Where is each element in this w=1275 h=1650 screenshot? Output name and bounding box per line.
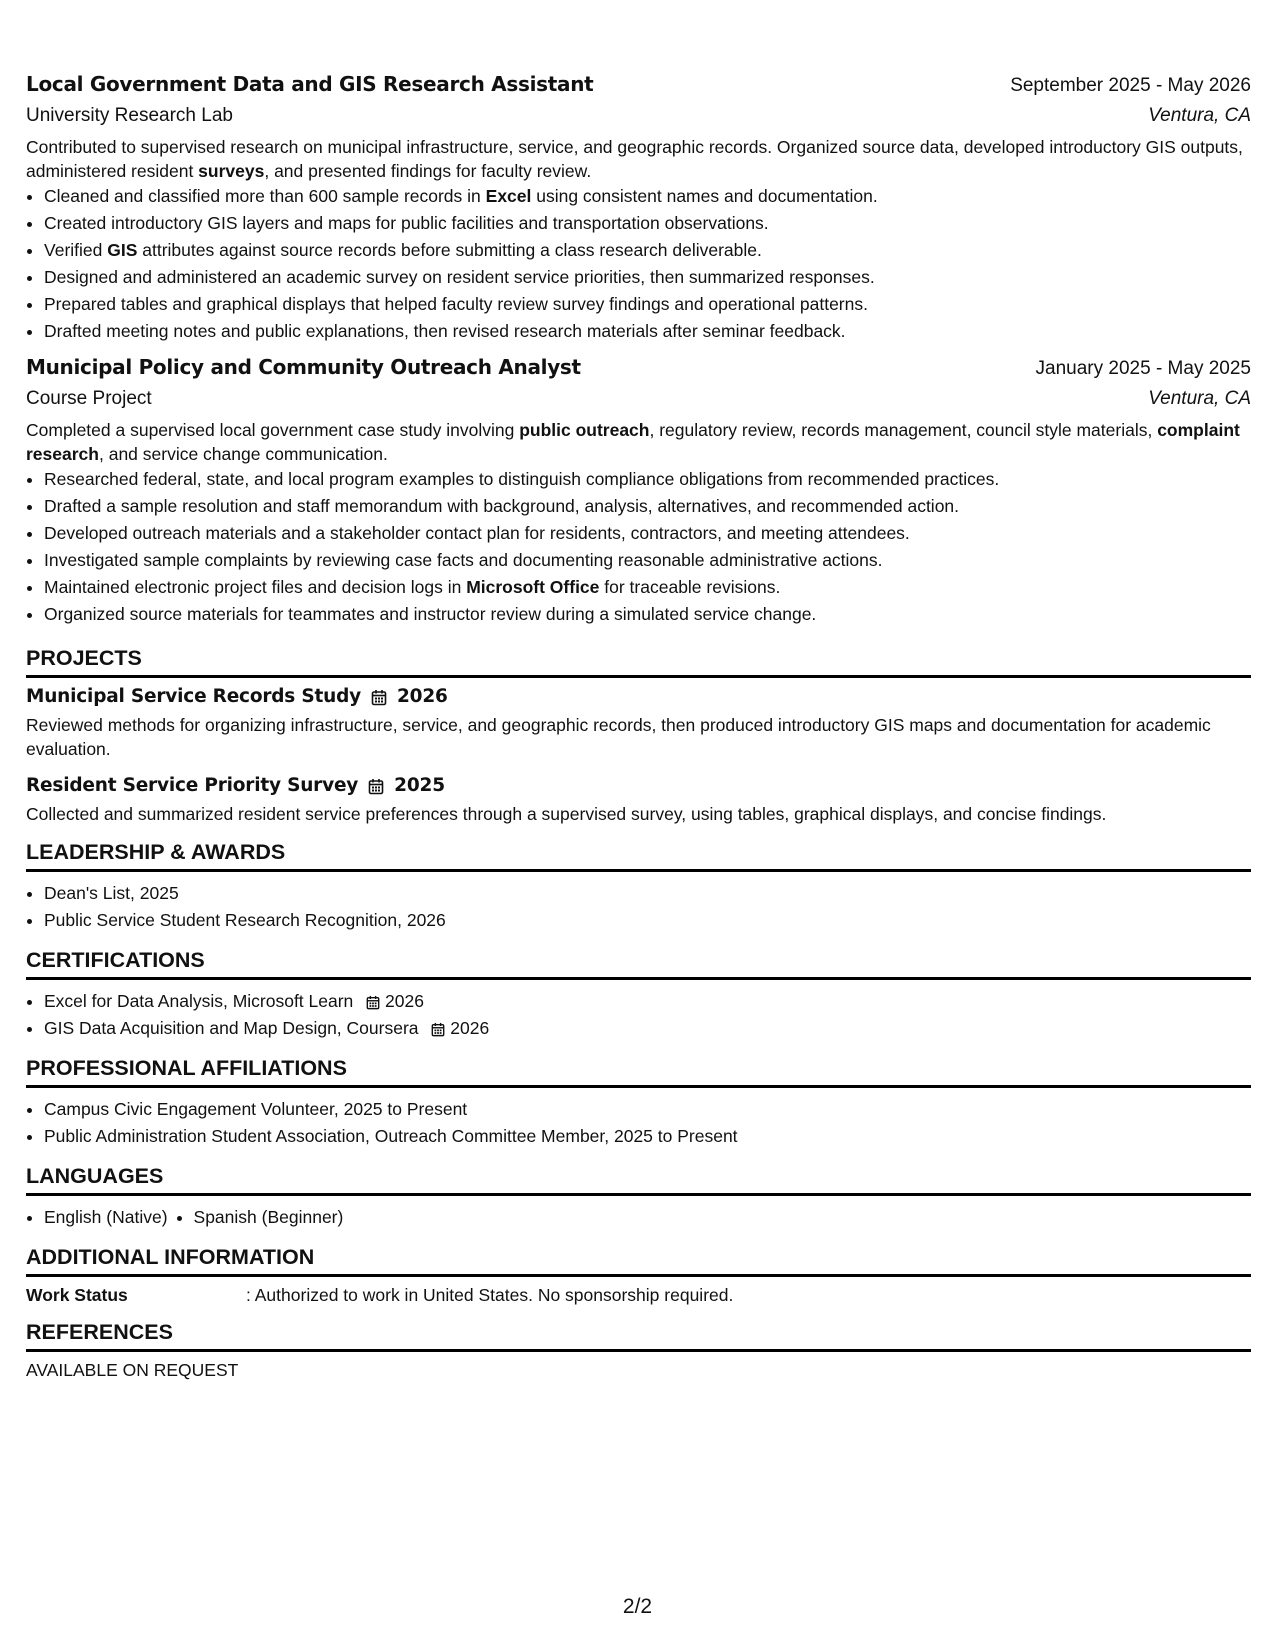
- project-year: 2026: [396, 686, 448, 707]
- list-item: • Investigated sample complaints by reviewing case facts and documenting reasonable administrative actions.: [44, 547, 1251, 574]
- project-description: Reviewed methods for organizing infrastructure, service, and geographic records, then produced introductory GIS maps and documentation for academic evaluation.: [26, 715, 1211, 759]
- certification-name: GIS Data Acquisition and Map Design, Coursera: [44, 1018, 419, 1038]
- job-title: Local Government Data and GIS Research Assistant: [26, 72, 594, 96]
- project-description: Collected and summarized resident service preferences through a supervised survey, using tables, graphical displays, and concise findings.: [26, 804, 1107, 824]
- list-item: • English (Native): [44, 1204, 168, 1231]
- job-bullets: [26, 183, 1251, 345]
- list-item: • Drafted meeting notes and public explanations, then revised research materials after seminar feedback.: [44, 318, 1251, 345]
- references-text: AVAILABLE ON REQUEST: [26, 1360, 239, 1380]
- calendar-icon: [431, 1018, 450, 1038]
- page-number: 2/2: [622, 1595, 653, 1618]
- list-item: • Created introductory GIS layers and maps for public facilities and transportation observations.: [44, 210, 1251, 237]
- work-status-label: Work Status: [26, 1285, 128, 1305]
- project-title: Resident Service Priority Survey: [26, 775, 359, 796]
- job-dates: January 2025 - May 2025: [1035, 358, 1251, 379]
- certification-name: Excel for Data Analysis, Microsoft Learn: [44, 991, 354, 1011]
- list-item: • Prepared tables and graphical displays that helped faculty review survey findings and operational patterns.: [44, 291, 1251, 318]
- list-item: • Verified GIS attributes against source records before submitting a class research deliverable.: [44, 237, 1251, 264]
- job-bullets: [26, 466, 1251, 628]
- list-item: • Developed outreach materials and a stakeholder contact plan for residents, contractors, and meeting attendees.: [44, 520, 1251, 547]
- list-item: • Public Service Student Research Recognition, 2026: [44, 907, 1251, 934]
- project-title: Municipal Service Records Study: [26, 686, 361, 707]
- work-status-value: : Authorized to work in United States. No sponsorship required.: [246, 1285, 734, 1305]
- job-description: Contributed to supervised research on municipal infrastructure, service, and geographic records. Organized source data, developed introductory GIS outputs, administered resident surveys, and presented findings for faculty review.: [26, 137, 1243, 181]
- job-title: Municipal Policy and Community Outreach Analyst: [26, 355, 581, 379]
- list-item: • Designed and administered an academic survey on resident service priorities, then summarized responses.: [44, 264, 1251, 291]
- section-heading-languages: LANGUAGES: [26, 1164, 1251, 1196]
- list-item: • Spanish (Beginner): [194, 1204, 344, 1231]
- certification-year: 2026: [450, 1018, 490, 1038]
- section-heading-references: REFERENCES: [26, 1320, 1251, 1352]
- list-item: • Cleaned and classified more than 600 sample records in Excel using consistent names and documentation.: [44, 183, 1251, 210]
- experience-entry: [26, 72, 1251, 345]
- certification-year: 2026: [385, 991, 424, 1011]
- section-heading-affiliations: PROFESSIONAL AFFILIATIONS: [26, 1056, 1251, 1088]
- list-item: • Drafted a sample resolution and staff memorandum with background, analysis, alternatives, and recommended action.: [44, 493, 1251, 520]
- affiliations-list: [26, 1096, 1251, 1150]
- job-dates: September 2025 - May 2026: [1010, 75, 1251, 96]
- experience-entry: [26, 355, 1251, 628]
- project-entry: [26, 775, 1251, 826]
- languages-list: [26, 1204, 1251, 1231]
- job-location: Ventura, CA: [1148, 105, 1251, 126]
- project-entry: [26, 686, 1251, 761]
- calendar-icon: [371, 686, 387, 707]
- job-description: Completed a supervised local government case study involving public outreach, regulatory review, records management, council style materials, complaint research, and service change communication.: [26, 420, 1240, 464]
- project-year: 2025: [394, 775, 445, 796]
- calendar-icon: [368, 775, 384, 796]
- list-item: • Public Administration Student Association, Outreach Committee Member, 2025 to Present: [44, 1123, 1251, 1150]
- list-item: • Organized source materials for teammates and instructor review during a simulated service change.: [44, 601, 1251, 628]
- section-heading-leadership: LEADERSHIP & AWARDS: [26, 840, 1251, 872]
- list-item: [44, 1015, 1251, 1042]
- certifications-list: [26, 988, 1251, 1042]
- section-heading-projects: PROJECTS: [26, 646, 1251, 678]
- calendar-icon: [366, 991, 385, 1011]
- leadership-list: [26, 880, 1251, 934]
- section-heading-additional-info: ADDITIONAL INFORMATION: [26, 1245, 1251, 1277]
- job-organization: University Research Lab: [26, 105, 233, 126]
- list-item: [44, 988, 1251, 1015]
- list-item: • Campus Civic Engagement Volunteer, 2025 to Present: [44, 1096, 1251, 1123]
- resume-page: [26, 72, 1251, 1381]
- section-heading-certifications: CERTIFICATIONS: [26, 948, 1251, 980]
- job-organization: Course Project: [26, 388, 152, 409]
- list-item: • Researched federal, state, and local program examples to distinguish compliance obligations from recommended practices.: [44, 466, 1251, 493]
- job-location: Ventura, CA: [1148, 388, 1251, 409]
- list-item: • Maintained electronic project files and decision logs in Microsoft Office for traceable revisions.: [44, 574, 1251, 601]
- work-status-row: [26, 1285, 1251, 1306]
- list-item: • Dean's List, 2025: [44, 880, 1251, 907]
